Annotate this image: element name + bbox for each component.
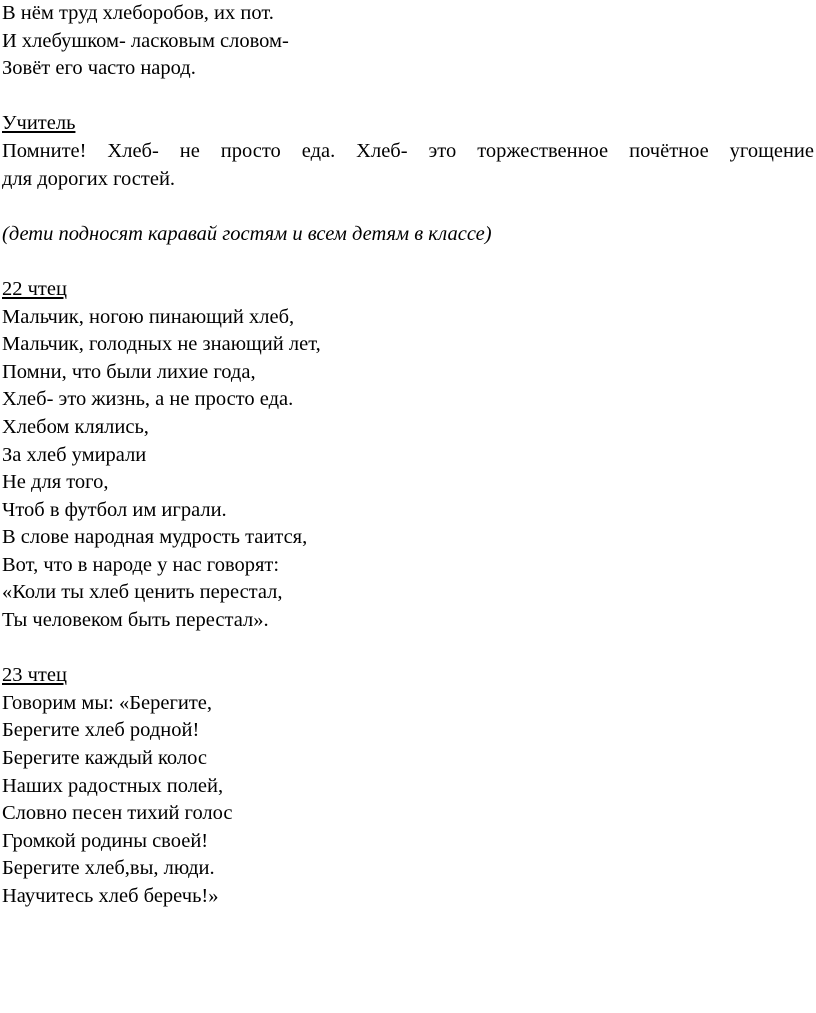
- poem-line: Громкой родины своей!: [2, 829, 209, 852]
- poem-line: Вот, что в народе у нас говорят:: [2, 553, 280, 576]
- poem-line: Берегите хлеб,вы, люди.: [2, 857, 215, 880]
- poem-line: Мальчик, голодных не знающий лет,: [2, 333, 321, 356]
- document-page: [2, 0, 814, 911]
- blank-line: [2, 193, 814, 221]
- teacher-line: для дорогих гостей.: [2, 167, 176, 190]
- poem-line: Словно песен тихий голос: [2, 802, 233, 825]
- poem-line: Мальчик, ногою пинающий хлеб,: [2, 305, 295, 328]
- poem-line: В слове народная мудрость таится,: [2, 526, 308, 549]
- poem-line: Помни, что были лихие года,: [2, 360, 256, 383]
- poem-line: Наших радостных полей,: [2, 774, 224, 797]
- poem-line: «Коли ты хлеб ценить перестал,: [2, 581, 283, 604]
- blank-line: [2, 248, 814, 276]
- poem-line: И хлебушком- ласковым словом-: [2, 29, 289, 52]
- poem-line: Зовёт его часто народ.: [2, 57, 196, 80]
- poem-line: Чтоб в футбол им играли.: [2, 498, 227, 521]
- blank-line: [2, 635, 814, 663]
- blank-line: [2, 83, 814, 111]
- poem-line: Не для того,: [2, 471, 109, 494]
- poem-line: За хлеб умирали: [2, 443, 147, 466]
- stage-direction: (дети подносят каравай гостям и всем детям в классе): [2, 222, 492, 245]
- poem-line: Ты человеком быть перестал».: [2, 609, 269, 632]
- reader-22-heading: 22 чтец: [2, 277, 67, 300]
- poem-line: Берегите хлеб родной!: [2, 719, 200, 742]
- poem-line: Хлеб- это жизнь, а не просто еда.: [2, 388, 294, 411]
- reader-23-heading: 23 чтец: [2, 664, 67, 687]
- poem-line: Научитесь хлеб беречь!»: [2, 885, 219, 907]
- poem-line: Хлебом клялись,: [2, 415, 149, 438]
- teacher-line: Помните! Хлеб- не просто еда. Хлеб- это торжественное почётное угощение: [2, 139, 814, 162]
- poem-line: Берегите каждый колос: [2, 747, 207, 770]
- teacher-heading: Учитель: [2, 112, 76, 135]
- poem-line: В нём труд хлеборобов, их пот.: [2, 2, 274, 24]
- poem-line: Говорим мы: «Берегите,: [2, 691, 213, 714]
